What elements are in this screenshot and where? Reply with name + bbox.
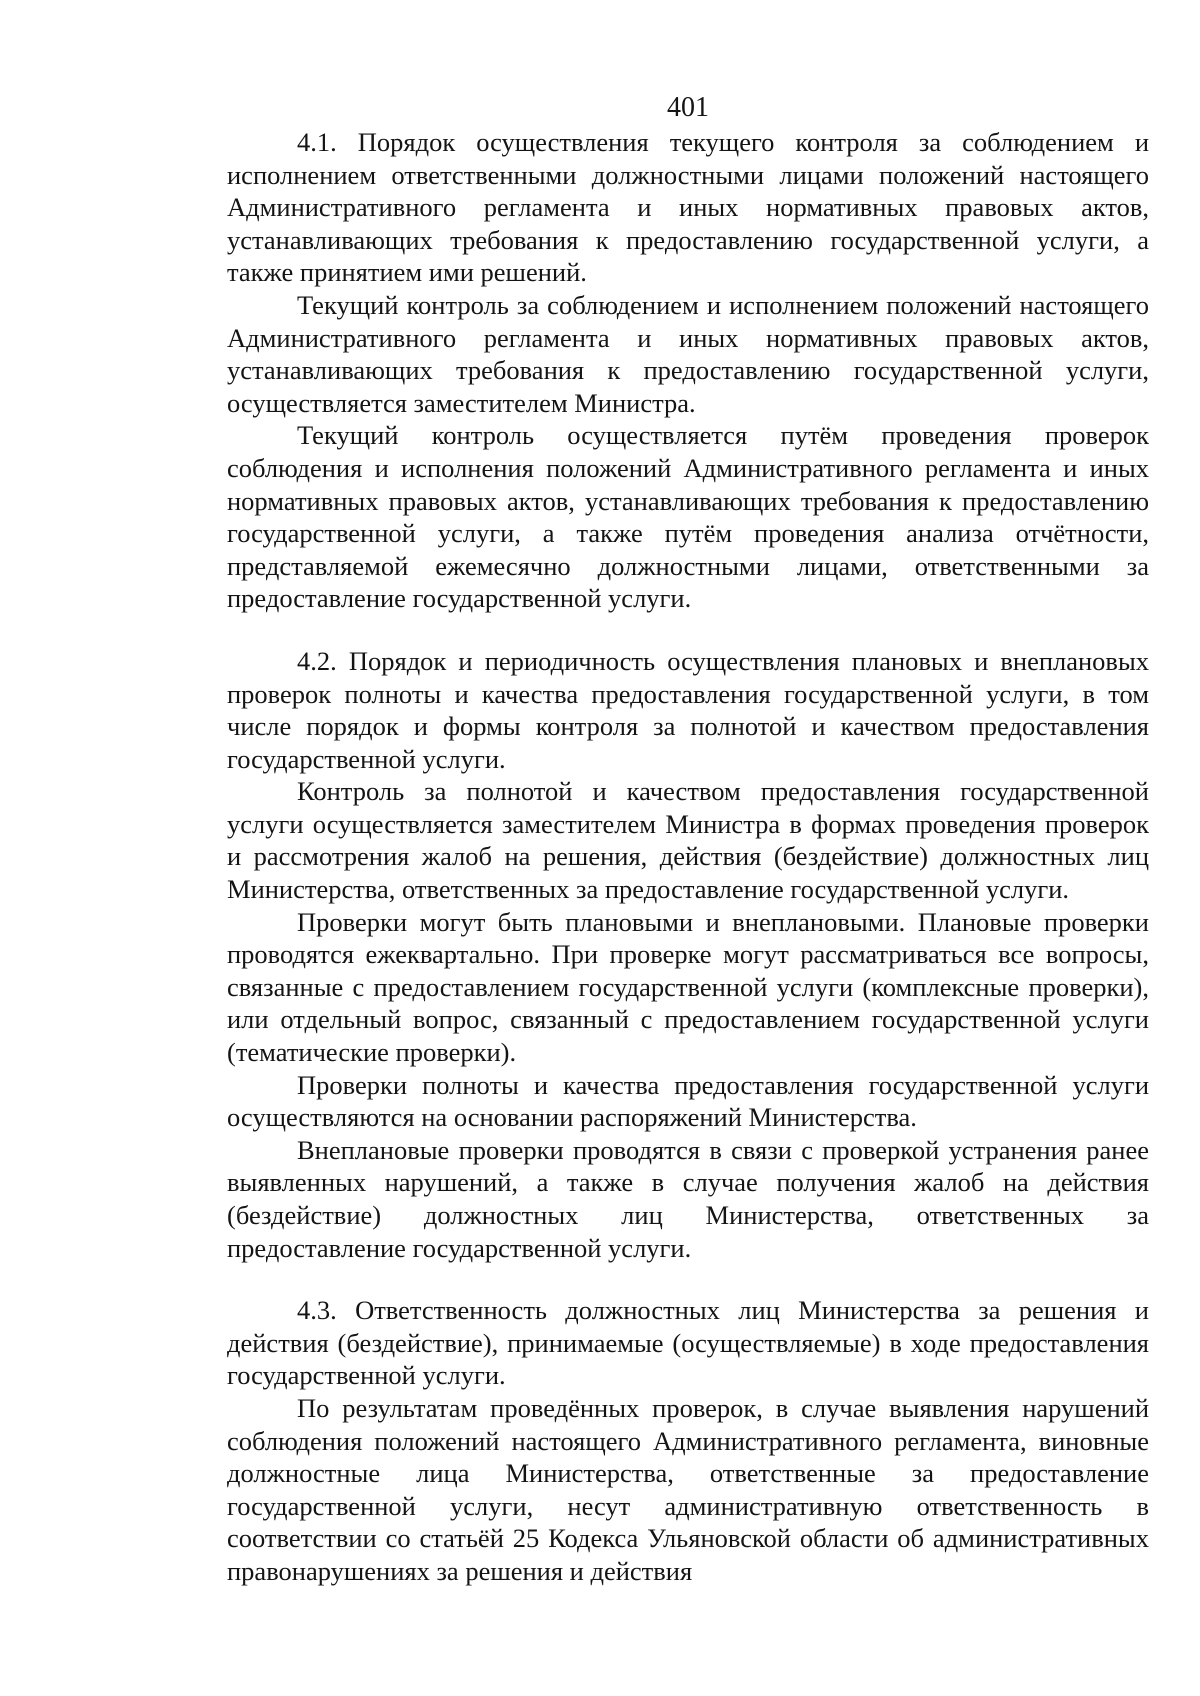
paragraph-liability: По результатам проведённых проверок, в случае выявления нарушений соблюдения положений настоящего Административного регламента, виновные должностные лица Министерства, ответственные за предоставление государственной услуги, несут административную ответственность в соответствии со статьёй 25 Кодекса Ульяновской области об административных правонарушениях за решения и действия	[227, 1392, 1149, 1586]
section-gap	[227, 615, 1149, 645]
paragraph-4-2-heading: 4.2. Порядок и периодичность осуществления плановых и внеплановых проверок полноты и качества предоставления государственной услуги, в том числе порядок и формы контроля за полнотой и качеством предоставления государственной услуги.	[227, 645, 1149, 774]
paragraph-4-3-heading: 4.3. Ответственность должностных лиц Министерства за решения и действия (бездействие), принимаемые (осуществляемые) в ходе предоставления государственной услуги.	[227, 1295, 1149, 1391]
section-gap	[227, 1264, 1149, 1294]
paragraph-control-method: Текущий контроль осуществляется путём проведения проверок соблюдения и исполнения положений Административного регламента и иных нормативных правовых актов, устанавливающих требования к предоставлению государственной услуги, а также путём проведения анализа отчётности, представляемой ежемесячно должностными лицами, ответственными за предоставление государственной услуги.	[227, 420, 1149, 614]
page-number: 401	[667, 92, 709, 123]
paragraph-inspections-basis: Проверки полноты и качества предоставления государственной услуги осуществляются на основании распоряжений Министерства.	[227, 1069, 1149, 1133]
document-body	[227, 126, 1149, 1588]
paragraph-quality-control: Контроль за полнотой и качеством предоставления государственной услуги осуществляется заместителем Министра в формах проведения проверок и рассмотрения жалоб на решения, действия (бездействие) должностных лиц Министерства, ответственных за предоставление государственной услуги.	[227, 776, 1149, 905]
paragraph-inspections-types: Проверки могут быть плановыми и внеплановыми. Плановые проверки проводятся ежеквартально. При проверке могут рассматриваться все вопросы, связанные с предоставлением государственной услуги (комплексные проверки), или отдельный вопрос, связанный с предоставлением государственной услуги (тематические проверки).	[227, 906, 1149, 1068]
paragraph-current-control: Текущий контроль за соблюдением и исполнением положений настоящего Административного регламента и иных нормативных правовых актов, устанавливающих требования к предоставлению государственной услуги, осуществляется заместителем Министра.	[227, 289, 1149, 418]
paragraph-4-1-heading: 4.1. Порядок осуществления текущего контроля за соблюдением и исполнением ответственными должностными лицами положений настоящего Административного регламента и иных нормативных правовых актов, устанавливающих требования к предоставлению государственной услуги, а также принятием ими решений.	[227, 127, 1149, 288]
paragraph-unscheduled-inspections: Внеплановые проверки проводятся в связи с проверкой устранения ранее выявленных нарушений, а также в случае получения жалоб на действия (бездействие) должностных лиц Министерства, ответственных за предоставление государственной услуги.	[227, 1134, 1149, 1263]
